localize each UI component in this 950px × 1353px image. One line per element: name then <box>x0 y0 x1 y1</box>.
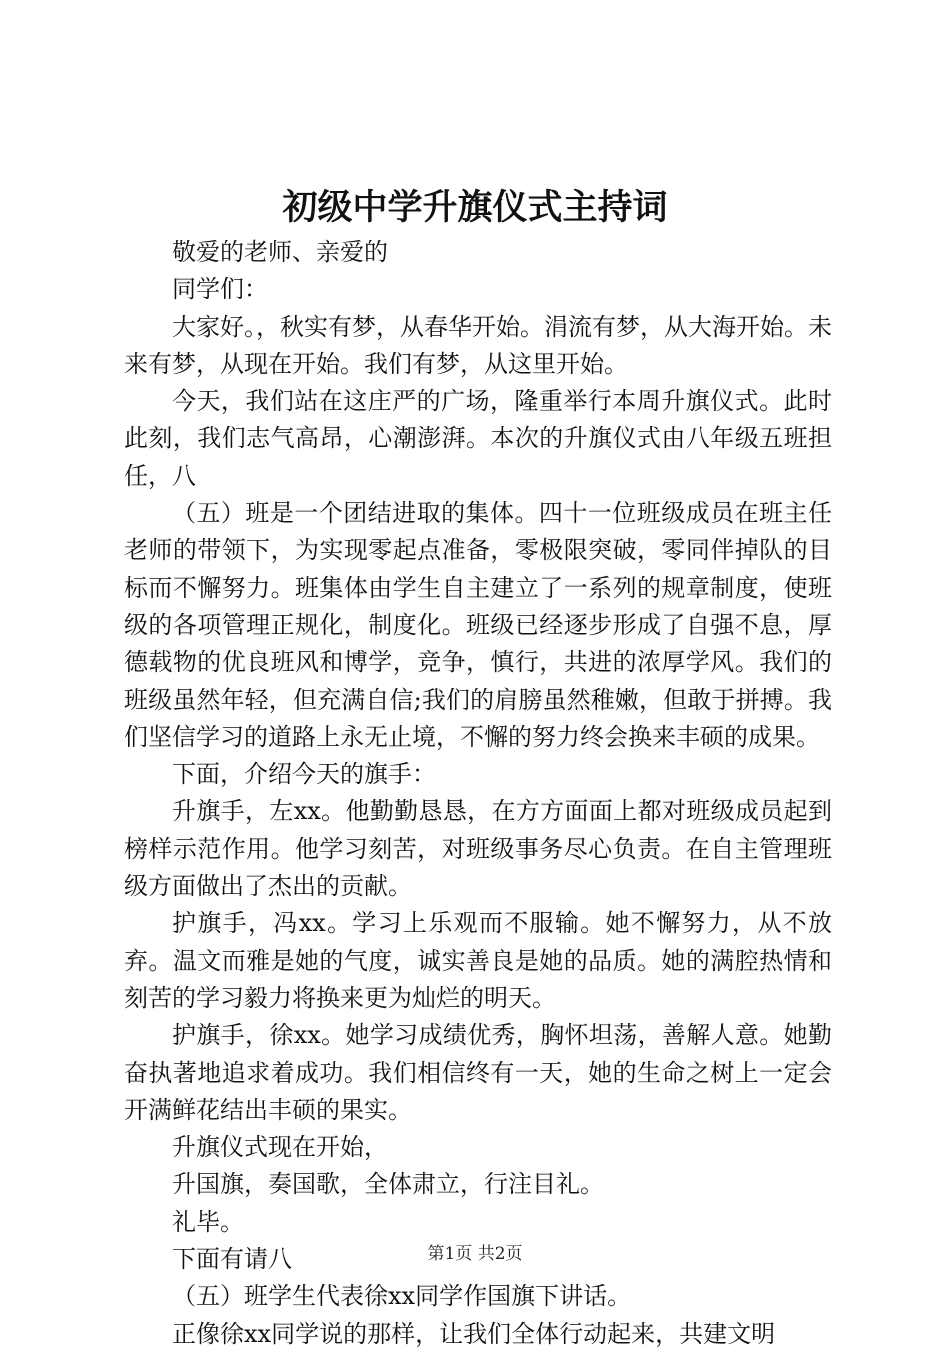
paragraph-closing: 正像徐xx同学说的那样，让我们全体行动起来，共建文明 <box>172 1319 776 1348</box>
paragraph-flag-bearers-intro: 下面，介绍今天的旗手： <box>172 760 436 789</box>
paragraph-greeting: 敬爱的老师、亲爱的 <box>172 238 388 266</box>
paragraph-greeting-students: 同学们： <box>172 275 268 304</box>
paragraph-today: 今天，我们站在这庄严的广场，隆重举行本周升旗仪式。此时此刻，我们志气高昂，心潮澎湃。本次的升旗仪式由八年级五班担任，八 <box>124 387 832 490</box>
paragraph-anthem: 升国旗，奏国歌，全体肃立，行注目礼。 <box>172 1170 604 1199</box>
page-footer: 第1页 共2页 <box>427 1244 523 1264</box>
paragraph-flag-guard-1: 护旗手，冯xx。学习上乐观而不服输。她不懈努力，从不放弃。温文而雅是她的气度，诚实善良是她的品质。她的满腔热情和刻苦的学习毅力将换来更为灿烂的明天。 <box>124 909 832 1012</box>
paragraph-class-intro: （五）班是一个团结进取的集体。四十一位班级成员在班主任老师的带领下，为实现零起点准备，零极限突破，零同伴掉队的目标而不懈努力。班集体由学生自主建立了一系列的规章制度，使班级的各项管理正规化，制度化。班级已经逐步形成了自强不息，厚德载物的优良班风和博学，竞争，慎行，共进的浓厚学风。我们的班级虽然年轻，但充满自信;我们的肩膀虽然稚嫩，但敢于拼搏。我们坚信学习的道路上永无止境，不懈的努力终会换来丰硕的成果。 <box>124 499 832 751</box>
document-title: 初级中学升旗仪式主持词 <box>282 187 668 228</box>
paragraph-invite: 下面有请八 <box>172 1245 292 1274</box>
paragraph-flag-raiser: 升旗手，左xx。他勤勤恳恳，在方方面面上都对班级成员起到榜样示范作用。他学习刻苦，对班级事务尽心负责。在自主管理班级方面做出了杰出的贡献。 <box>124 797 832 901</box>
paragraph-opening: 大家好。，秋实有梦，从春华开始。涓流有梦，从大海开始。未来有梦，从现在开始。我们有梦，从这里开始。 <box>124 312 832 378</box>
document-body <box>124 234 832 1353</box>
paragraph-ceremony-start: 升旗仪式现在开始， <box>172 1133 388 1162</box>
paragraph-salute-end: 礼毕。 <box>172 1207 244 1236</box>
paragraph-flag-guard-2: 护旗手，徐xx。她学习成绩优秀，胸怀坦荡，善解人意。她勤奋执著地追求着成功。我们相信终有一天，她的生命之树上一定会开满鲜花结出丰硕的果实。 <box>124 1021 832 1124</box>
paragraph-speaker: （五）班学生代表徐xx同学作国旗下讲话。 <box>172 1282 632 1311</box>
